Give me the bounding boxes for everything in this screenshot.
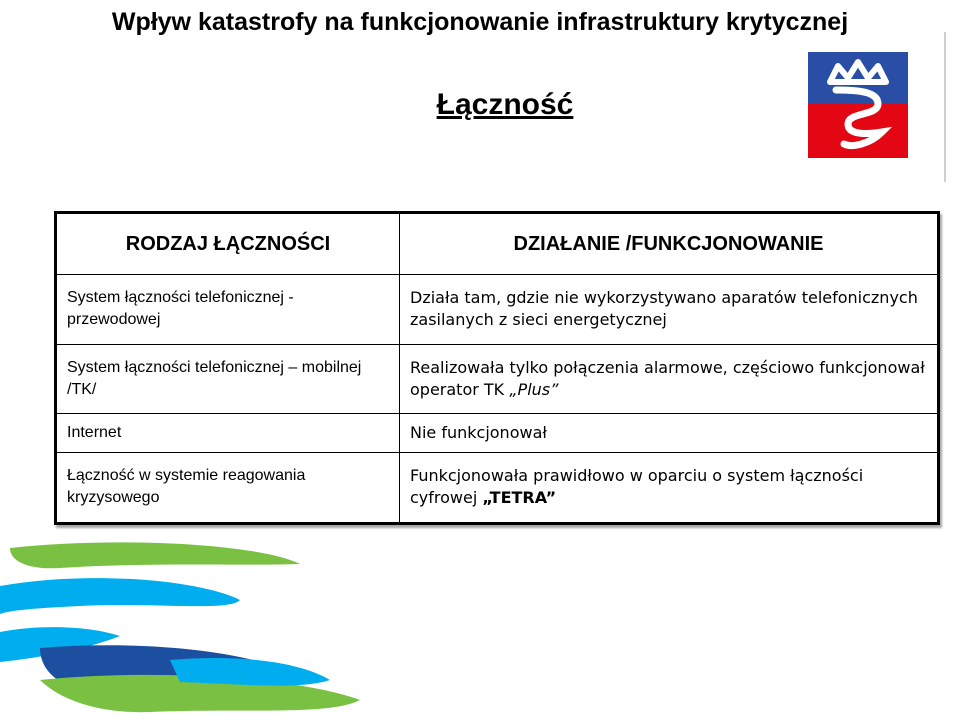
type-cell: Łączność w systemie reagowania kryzysowego bbox=[56, 452, 400, 523]
table-row bbox=[56, 452, 939, 523]
crowned-river-emblem-icon bbox=[808, 52, 908, 158]
page-title: Wpływ katastrofy na funkcjonowanie infrastruktury krytycznej bbox=[111, 8, 849, 36]
table-row bbox=[56, 275, 939, 345]
column-header-type: RODZAJ ŁĄCZNOŚCI bbox=[56, 213, 400, 275]
decorative-waves bbox=[0, 540, 960, 722]
operator-name: „Plus” bbox=[509, 380, 559, 400]
status-text: Realizowała tylko połączenia alarmowe, częściowo funkcjonował operator TK bbox=[410, 358, 925, 400]
table-row bbox=[56, 414, 939, 452]
section-title: Łączność bbox=[436, 88, 574, 121]
status-cell bbox=[400, 344, 939, 414]
type-cell: System łączności telefonicznej - przewodowej bbox=[56, 275, 400, 345]
system-name: „TETRA” bbox=[482, 488, 557, 508]
status-cell: Działa tam, gdzie nie wykorzystywano aparatów telefonicznych zasilanych z sieci energetycznej bbox=[400, 275, 939, 345]
status-text: Funkcjonowała prawidłowo w oparciu o system łączności cyfrowej bbox=[410, 466, 864, 508]
status-cell bbox=[400, 452, 939, 523]
type-cell: System łączności telefonicznej – mobilnej /TK/ bbox=[56, 344, 400, 414]
type-cell: Internet bbox=[56, 414, 400, 452]
communication-table bbox=[54, 211, 940, 525]
table-row bbox=[56, 344, 939, 414]
status-cell: Nie funkcjonował bbox=[400, 414, 939, 452]
divider-line bbox=[944, 32, 946, 182]
column-header-status: DZIAŁANIE /FUNKCJONOWANIE bbox=[400, 213, 939, 275]
table-header-row bbox=[56, 213, 939, 275]
